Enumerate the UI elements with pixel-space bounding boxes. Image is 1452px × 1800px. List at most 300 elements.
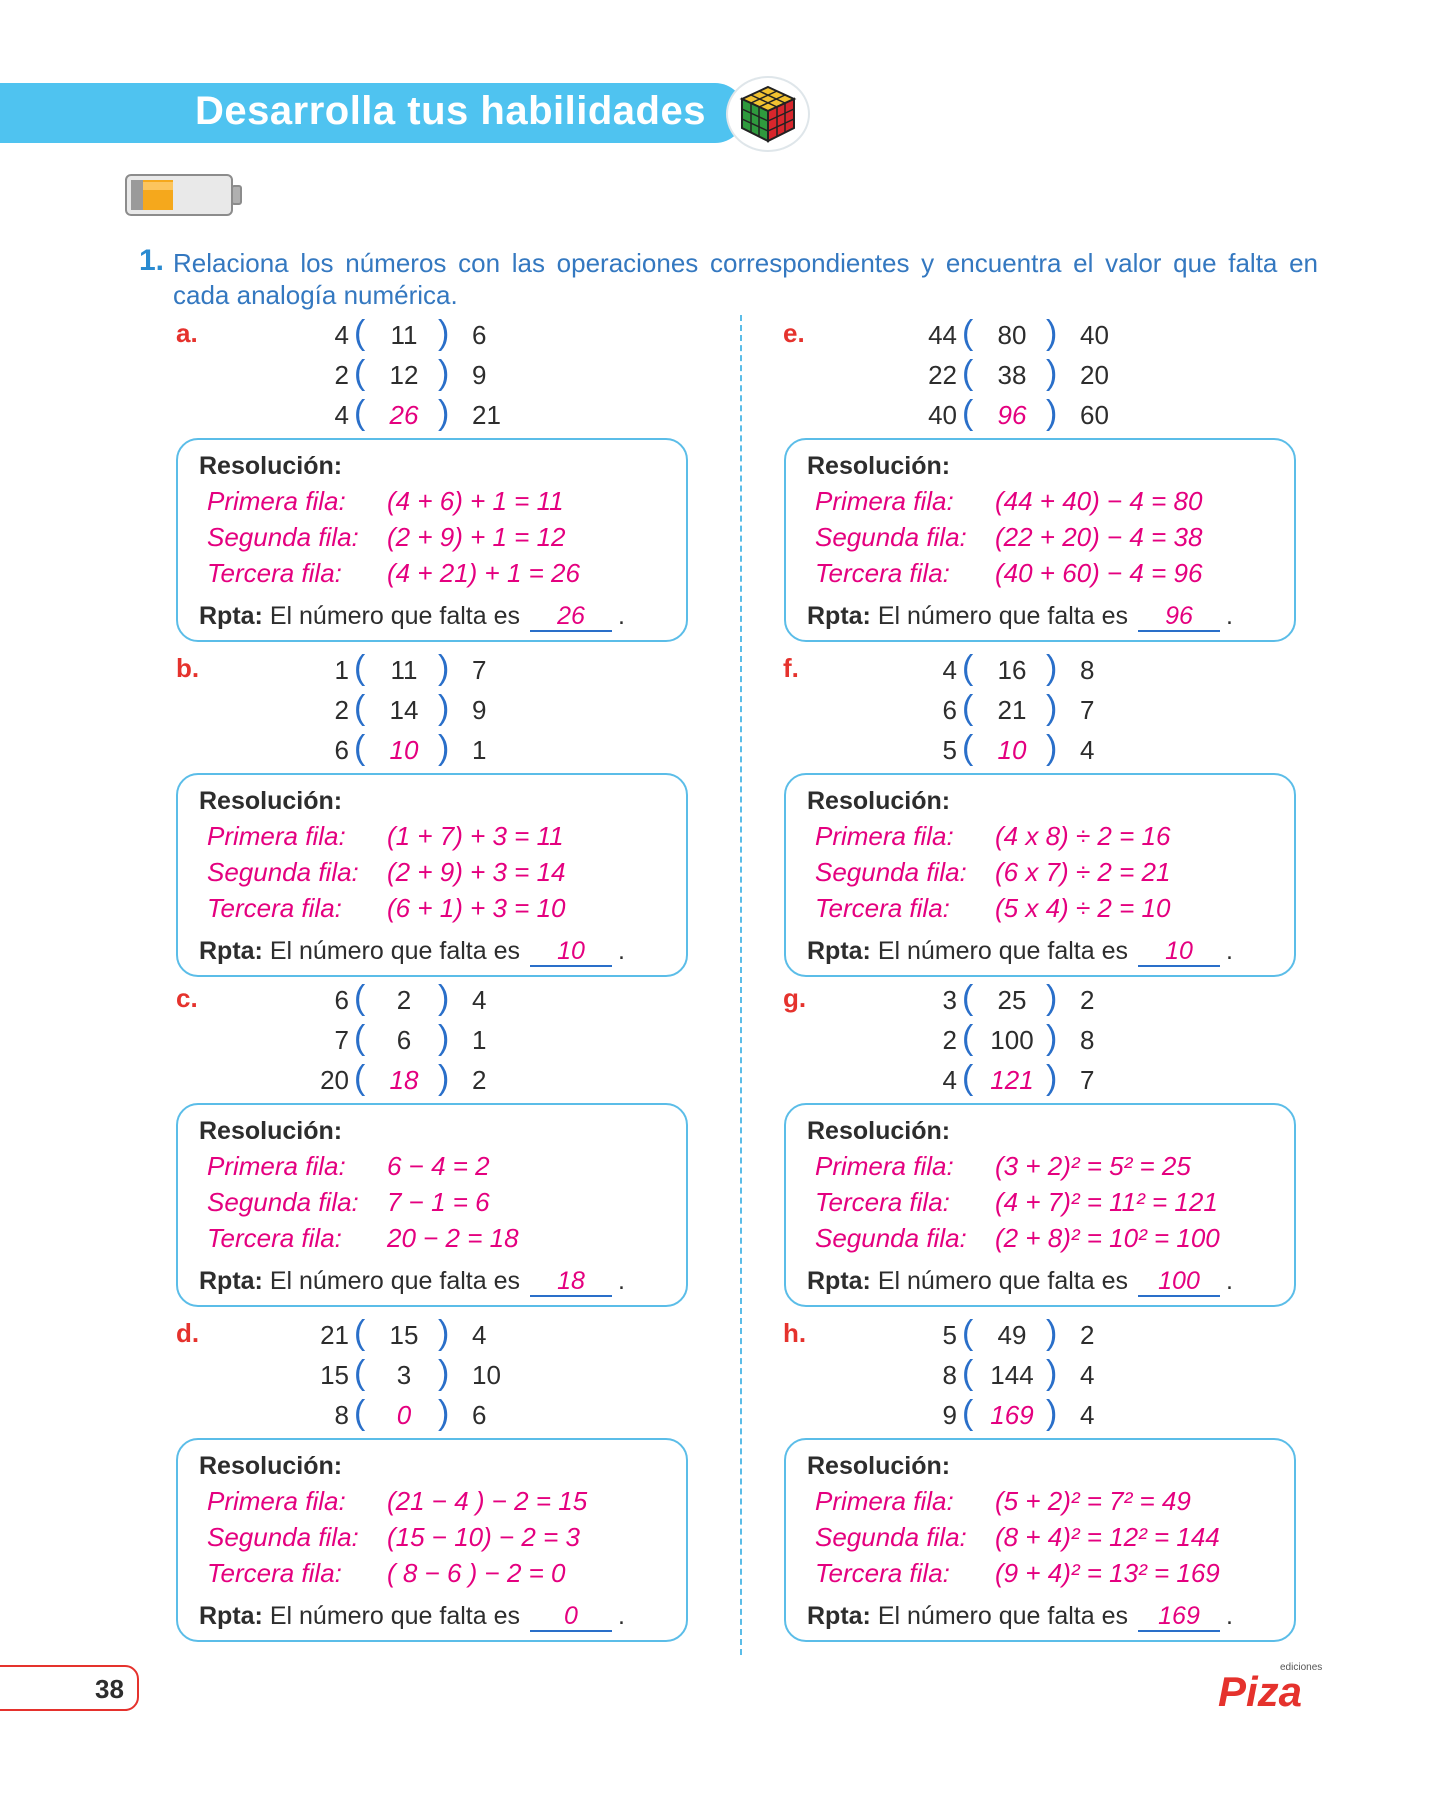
analogy-row xyxy=(294,731,514,771)
answer-text: El número que falta es xyxy=(269,1267,520,1295)
close-paren: ) xyxy=(438,649,450,687)
answer-blank: 100 xyxy=(1138,1267,1220,1297)
right-number: 7 xyxy=(1080,695,1095,725)
left-number: 6 xyxy=(942,695,957,725)
middle-number: 21 xyxy=(997,695,1027,725)
open-paren: ( xyxy=(962,1059,974,1097)
space xyxy=(263,1267,270,1295)
close-paren: ) xyxy=(438,314,450,352)
number-analogy-g xyxy=(902,981,1122,1101)
analogy-row xyxy=(294,1356,514,1396)
row-expression: (22 + 20) − 4 = 38 xyxy=(995,522,1203,552)
resolution-line xyxy=(207,893,566,924)
answer-label: Rpta: xyxy=(199,1267,263,1295)
middle-number: 16 xyxy=(997,655,1027,685)
resolution-heading: Resolución: xyxy=(199,1117,343,1145)
close-paren: ) xyxy=(438,354,450,392)
row-expression: (6 + 1) + 3 = 10 xyxy=(387,893,566,923)
row-label: Tercera fila: xyxy=(207,893,342,923)
row-label: Tercera fila: xyxy=(815,1558,950,1588)
row-label: Segunda fila: xyxy=(815,1223,967,1253)
row-label: Segunda fila: xyxy=(815,522,967,552)
resolution-line xyxy=(207,1223,519,1254)
row-expression: (8 + 4)² = 12² = 144 xyxy=(995,1522,1220,1552)
number-analogy-h xyxy=(902,1316,1122,1436)
close-paren: ) xyxy=(438,1059,450,1097)
space xyxy=(871,1602,878,1630)
resolution-line xyxy=(207,821,564,852)
close-paren: ) xyxy=(1046,314,1058,352)
answer-line xyxy=(807,602,1233,632)
right-number: 9 xyxy=(472,695,487,725)
answer-line xyxy=(807,937,1233,967)
left-number: 22 xyxy=(928,360,957,390)
right-number: 4 xyxy=(1080,735,1095,765)
analogy-row xyxy=(294,1316,514,1356)
close-paren: ) xyxy=(1046,1314,1058,1352)
resolution-line xyxy=(815,821,1170,852)
answer-blank: 18 xyxy=(530,1267,612,1297)
exercise-label-c: c. xyxy=(176,983,198,1013)
resolution-line xyxy=(815,1151,1191,1182)
close-paren: ) xyxy=(1046,689,1058,727)
resolution-line xyxy=(815,1558,1220,1589)
resolution-heading: Resolución: xyxy=(199,1452,343,1480)
close-paren: ) xyxy=(1046,1394,1058,1432)
answer-text: El número que falta es xyxy=(877,937,1128,965)
row-label: Primera fila: xyxy=(815,1151,954,1181)
resolution-line xyxy=(815,857,1170,888)
answer-line xyxy=(199,1602,625,1632)
close-paren: ) xyxy=(1046,354,1058,392)
answer-label: Rpta: xyxy=(199,1602,263,1630)
answer-period: . xyxy=(618,602,625,630)
answer-text: El número que falta es xyxy=(877,1267,1128,1295)
left-number: 2 xyxy=(334,360,349,390)
open-paren: ( xyxy=(354,1019,366,1057)
analogy-row xyxy=(902,1316,1122,1356)
resolution-box-g xyxy=(784,1103,1296,1307)
answer-text: El número que falta es xyxy=(269,602,520,630)
analogy-row xyxy=(294,356,514,396)
right-number: 60 xyxy=(1080,400,1109,430)
left-number: 2 xyxy=(334,695,349,725)
row-expression: (21 − 4 ) − 2 = 15 xyxy=(387,1486,588,1516)
row-expression: ( 8 − 6 ) − 2 = 0 xyxy=(387,1558,566,1588)
resolution-line xyxy=(207,522,566,553)
middle-number: 11 xyxy=(390,655,418,685)
answer-period: . xyxy=(618,1602,625,1630)
exercise-label-b: b. xyxy=(176,653,200,683)
right-number: 40 xyxy=(1080,320,1109,350)
number-analogy-e xyxy=(902,316,1122,436)
open-paren: ( xyxy=(354,1354,366,1392)
right-number: 1 xyxy=(472,1025,487,1055)
open-paren: ( xyxy=(962,394,974,432)
row-label: Tercera fila: xyxy=(815,1187,950,1217)
row-label: Primera fila: xyxy=(207,1151,346,1181)
close-paren: ) xyxy=(438,1394,450,1432)
right-number: 1 xyxy=(472,735,487,765)
answer-label: Rpta: xyxy=(807,602,871,630)
exercise-label-a: a. xyxy=(176,318,198,348)
space xyxy=(263,1602,270,1630)
resolution-line xyxy=(207,1486,587,1517)
close-paren: ) xyxy=(438,729,450,767)
answer-line xyxy=(199,602,625,632)
space xyxy=(871,937,878,965)
left-number: 8 xyxy=(334,1400,349,1430)
question-text: Relaciona los números con las operaciones correspondientes y encuentra el valor que falta en cada analogía numérica. xyxy=(173,248,1318,310)
analogy-row xyxy=(294,691,514,731)
analogy-row xyxy=(294,651,514,691)
close-paren: ) xyxy=(1046,1354,1058,1392)
right-number: 2 xyxy=(1080,1320,1095,1350)
resolution-line xyxy=(815,1522,1220,1553)
resolution-line xyxy=(815,1223,1220,1254)
row-expression: 20 − 2 = 18 xyxy=(387,1223,519,1253)
row-expression: (4 x 8) ÷ 2 = 16 xyxy=(995,821,1171,851)
close-paren: ) xyxy=(438,1354,450,1392)
resolution-heading: Resolución: xyxy=(807,452,951,480)
resolution-box-e xyxy=(784,438,1296,642)
analogy-row xyxy=(902,316,1122,356)
row-expression: (2 + 8)² = 10² = 100 xyxy=(995,1223,1220,1253)
row-expression: 7 − 1 = 6 xyxy=(387,1187,490,1217)
resolution-line xyxy=(207,1151,490,1182)
answer-blank: 169 xyxy=(1138,1602,1220,1632)
left-number: 3 xyxy=(942,985,957,1015)
left-number: 6 xyxy=(334,735,349,765)
left-number: 9 xyxy=(942,1400,957,1430)
open-paren: ( xyxy=(354,394,366,432)
resolution-line xyxy=(207,486,564,517)
open-paren: ( xyxy=(962,314,974,352)
analogy-row xyxy=(902,1356,1122,1396)
exercise-label-h: h. xyxy=(783,1318,807,1348)
column-divider xyxy=(740,315,742,1655)
row-label: Segunda fila: xyxy=(207,857,359,887)
answer-line xyxy=(199,1267,625,1297)
svg-text:Piza: Piza xyxy=(1218,1668,1303,1714)
right-number: 4 xyxy=(472,985,487,1015)
middle-number: 2 xyxy=(396,985,412,1015)
right-number: 4 xyxy=(1080,1360,1095,1390)
publisher-logo xyxy=(1214,1658,1334,1714)
analogy-row xyxy=(294,1021,514,1061)
answer-label: Rpta: xyxy=(807,937,871,965)
middle-number: 100 xyxy=(990,1025,1034,1055)
right-number: 9 xyxy=(472,360,487,390)
row-label: Tercera fila: xyxy=(207,1558,342,1588)
row-label: Segunda fila: xyxy=(815,857,967,887)
row-label: Primera fila: xyxy=(207,1486,346,1516)
open-paren: ( xyxy=(354,729,366,767)
row-label: Tercera fila: xyxy=(207,1223,342,1253)
answer-blank: 96 xyxy=(1138,602,1220,632)
exercise-label-d: d. xyxy=(176,1318,200,1348)
middle-number: 15 xyxy=(389,1320,419,1350)
resolution-heading: Resolución: xyxy=(807,1452,951,1480)
left-number: 5 xyxy=(942,1320,957,1350)
missing-number: 96 xyxy=(997,400,1027,430)
answer-blank: 10 xyxy=(1138,937,1220,967)
right-number: 21 xyxy=(472,400,501,430)
answer-period: . xyxy=(618,937,625,965)
close-paren: ) xyxy=(1046,1019,1058,1057)
right-number: 2 xyxy=(472,1065,487,1095)
answer-blank: 26 xyxy=(530,602,612,632)
row-expression: 6 − 4 = 2 xyxy=(387,1151,490,1181)
resolution-heading: Resolución: xyxy=(199,452,343,480)
answer-period: . xyxy=(1226,1602,1233,1630)
row-label: Segunda fila: xyxy=(207,522,359,552)
analogy-row xyxy=(902,1061,1122,1101)
resolution-line xyxy=(207,1187,490,1218)
close-paren: ) xyxy=(1046,979,1058,1017)
right-number: 7 xyxy=(1080,1065,1095,1095)
row-expression: (1 + 7) + 3 = 11 xyxy=(387,821,564,851)
row-label: Primera fila: xyxy=(815,821,954,851)
resolution-line xyxy=(815,522,1202,553)
close-paren: ) xyxy=(438,979,450,1017)
open-paren: ( xyxy=(962,1019,974,1057)
middle-number: 3 xyxy=(396,1360,412,1390)
right-number: 2 xyxy=(1080,985,1095,1015)
row-expression: (2 + 9) + 1 = 12 xyxy=(387,522,566,552)
row-label: Tercera fila: xyxy=(815,893,950,923)
analogy-row xyxy=(294,1061,514,1101)
open-paren: ( xyxy=(962,354,974,392)
resolution-box-h xyxy=(784,1438,1296,1642)
row-label: Primera fila: xyxy=(207,821,346,851)
number-analogy-d xyxy=(294,1316,514,1436)
middle-number: 80 xyxy=(997,320,1027,350)
right-number: 20 xyxy=(1080,360,1109,390)
analogy-row xyxy=(294,316,514,356)
close-paren: ) xyxy=(438,394,450,432)
answer-blank: 0 xyxy=(530,1602,612,1632)
analogy-row xyxy=(294,396,514,436)
middle-number: 144 xyxy=(990,1360,1034,1390)
answer-text: El número que falta es xyxy=(269,937,520,965)
left-number: 44 xyxy=(928,320,957,350)
left-number: 21 xyxy=(320,1320,349,1350)
exercise-label-f: f. xyxy=(783,653,799,683)
analogy-row xyxy=(902,981,1122,1021)
row-expression: (5 + 2)² = 7² = 49 xyxy=(995,1486,1191,1516)
row-expression: (4 + 21) + 1 = 26 xyxy=(387,558,580,588)
rubiks-cube-icon xyxy=(728,78,808,150)
analogy-row xyxy=(902,1396,1122,1436)
open-paren: ( xyxy=(962,1354,974,1392)
left-number: 4 xyxy=(942,1065,957,1095)
row-expression: (44 + 40) − 4 = 80 xyxy=(995,486,1203,516)
row-expression: (9 + 4)² = 13² = 169 xyxy=(995,1558,1220,1588)
resolution-line xyxy=(207,857,566,888)
svg-text:ediciones: ediciones xyxy=(1280,1662,1323,1673)
middle-number: 11 xyxy=(390,320,418,350)
close-paren: ) xyxy=(438,1314,450,1352)
close-paren: ) xyxy=(438,689,450,727)
answer-label: Rpta: xyxy=(199,602,263,630)
row-expression: (5 x 4) ÷ 2 = 10 xyxy=(995,893,1171,923)
left-number: 6 xyxy=(334,985,349,1015)
open-paren: ( xyxy=(962,979,974,1017)
missing-number: 26 xyxy=(389,400,419,430)
resolution-box-c xyxy=(176,1103,688,1307)
open-paren: ( xyxy=(354,689,366,727)
left-number: 5 xyxy=(942,735,957,765)
row-label: Primera fila: xyxy=(815,486,954,516)
resolution-box-f xyxy=(784,773,1296,977)
analogy-row xyxy=(294,981,514,1021)
right-number: 10 xyxy=(472,1360,501,1390)
number-analogy-f xyxy=(902,651,1122,771)
exercise-label-e: e. xyxy=(783,318,805,348)
row-expression: (2 + 9) + 3 = 14 xyxy=(387,857,566,887)
open-paren: ( xyxy=(354,314,366,352)
left-number: 7 xyxy=(334,1025,349,1055)
row-label: Segunda fila: xyxy=(207,1187,359,1217)
row-label: Tercera fila: xyxy=(815,558,950,588)
close-paren: ) xyxy=(1046,729,1058,767)
space xyxy=(871,1267,878,1295)
analogy-row xyxy=(902,651,1122,691)
space xyxy=(263,937,270,965)
analogy-row xyxy=(902,396,1122,436)
answer-line xyxy=(807,1267,1233,1297)
space xyxy=(871,602,878,630)
number-analogy-a xyxy=(294,316,514,436)
resolution-box-a xyxy=(176,438,688,642)
left-number: 2 xyxy=(942,1025,957,1055)
number-analogy-c xyxy=(294,981,514,1101)
row-label: Segunda fila: xyxy=(207,1522,359,1552)
missing-number: 121 xyxy=(990,1065,1034,1095)
left-number: 1 xyxy=(334,655,349,685)
answer-blank: 10 xyxy=(530,937,612,967)
analogy-row xyxy=(902,731,1122,771)
battery-level-icon xyxy=(125,171,243,219)
close-paren: ) xyxy=(1046,394,1058,432)
left-number: 15 xyxy=(320,1360,349,1390)
left-number: 4 xyxy=(334,320,349,350)
resolution-heading: Resolución: xyxy=(199,787,343,815)
analogy-row xyxy=(902,356,1122,396)
resolution-line xyxy=(207,1558,566,1589)
resolution-heading: Resolución: xyxy=(807,1117,951,1145)
open-paren: ( xyxy=(962,1314,974,1352)
analogy-row xyxy=(902,1021,1122,1061)
left-number: 4 xyxy=(942,655,957,685)
open-paren: ( xyxy=(354,1394,366,1432)
page-number: 38 xyxy=(95,1674,124,1704)
answer-label: Rpta: xyxy=(199,937,263,965)
open-paren: ( xyxy=(962,689,974,727)
row-label: Primera fila: xyxy=(207,486,346,516)
resolution-line xyxy=(815,893,1170,924)
middle-number: 6 xyxy=(396,1025,412,1055)
right-number: 8 xyxy=(1080,1025,1095,1055)
open-paren: ( xyxy=(354,979,366,1017)
space xyxy=(263,602,270,630)
resolution-line xyxy=(815,1187,1218,1218)
left-number: 4 xyxy=(334,400,349,430)
middle-number: 14 xyxy=(389,695,419,725)
right-number: 7 xyxy=(472,655,487,685)
right-number: 4 xyxy=(472,1320,487,1350)
answer-text: El número que falta es xyxy=(877,1602,1128,1630)
resolution-line xyxy=(815,558,1202,589)
answer-period: . xyxy=(1226,1267,1233,1295)
missing-number: 10 xyxy=(389,735,419,765)
missing-number: 169 xyxy=(990,1400,1034,1430)
open-paren: ( xyxy=(354,649,366,687)
close-paren: ) xyxy=(438,1019,450,1057)
row-expression: (40 + 60) − 4 = 96 xyxy=(995,558,1203,588)
number-analogy-b xyxy=(294,651,514,771)
row-expression: (4 + 6) + 1 = 11 xyxy=(387,486,564,516)
answer-label: Rpta: xyxy=(807,1267,871,1295)
row-expression: (3 + 2)² = 5² = 25 xyxy=(995,1151,1191,1181)
answer-period: . xyxy=(1226,937,1233,965)
exercise-label-g: g. xyxy=(783,983,807,1013)
missing-number: 18 xyxy=(389,1065,419,1095)
resolution-line xyxy=(207,558,580,589)
left-number: 20 xyxy=(320,1065,349,1095)
answer-label: Rpta: xyxy=(807,1602,871,1630)
missing-number: 10 xyxy=(997,735,1027,765)
row-label: Tercera fila: xyxy=(207,558,342,588)
open-paren: ( xyxy=(354,354,366,392)
middle-number: 25 xyxy=(997,985,1027,1015)
page-title: Desarrolla tus habilidades xyxy=(195,89,706,133)
open-paren: ( xyxy=(962,649,974,687)
right-number: 6 xyxy=(472,1400,487,1430)
resolution-box-b xyxy=(176,773,688,977)
resolution-line xyxy=(815,486,1202,517)
row-expression: (15 − 10) − 2 = 3 xyxy=(387,1522,580,1552)
close-paren: ) xyxy=(1046,649,1058,687)
open-paren: ( xyxy=(354,1059,366,1097)
question-number: 1. xyxy=(139,244,165,277)
row-expression: (6 x 7) ÷ 2 = 21 xyxy=(995,857,1171,887)
answer-line xyxy=(199,937,625,967)
answer-period: . xyxy=(1226,602,1233,630)
resolution-heading: Resolución: xyxy=(807,787,951,815)
answer-line xyxy=(807,1602,1233,1632)
row-label: Primera fila: xyxy=(815,1486,954,1516)
open-paren: ( xyxy=(962,729,974,767)
middle-number: 12 xyxy=(389,360,419,390)
resolution-line xyxy=(207,1522,580,1553)
resolution-box-d xyxy=(176,1438,688,1642)
answer-text: El número que falta es xyxy=(877,602,1128,630)
row-label: Segunda fila: xyxy=(815,1522,967,1552)
left-number: 8 xyxy=(942,1360,957,1390)
answer-text: El número que falta es xyxy=(269,1602,520,1630)
resolution-line xyxy=(815,1486,1191,1517)
open-paren: ( xyxy=(354,1314,366,1352)
missing-number: 0 xyxy=(396,1400,412,1430)
middle-number: 38 xyxy=(997,360,1027,390)
middle-number: 49 xyxy=(997,1320,1027,1350)
right-number: 8 xyxy=(1080,655,1095,685)
analogy-row xyxy=(902,691,1122,731)
row-expression: (4 + 7)² = 11² = 121 xyxy=(995,1187,1218,1217)
close-paren: ) xyxy=(1046,1059,1058,1097)
